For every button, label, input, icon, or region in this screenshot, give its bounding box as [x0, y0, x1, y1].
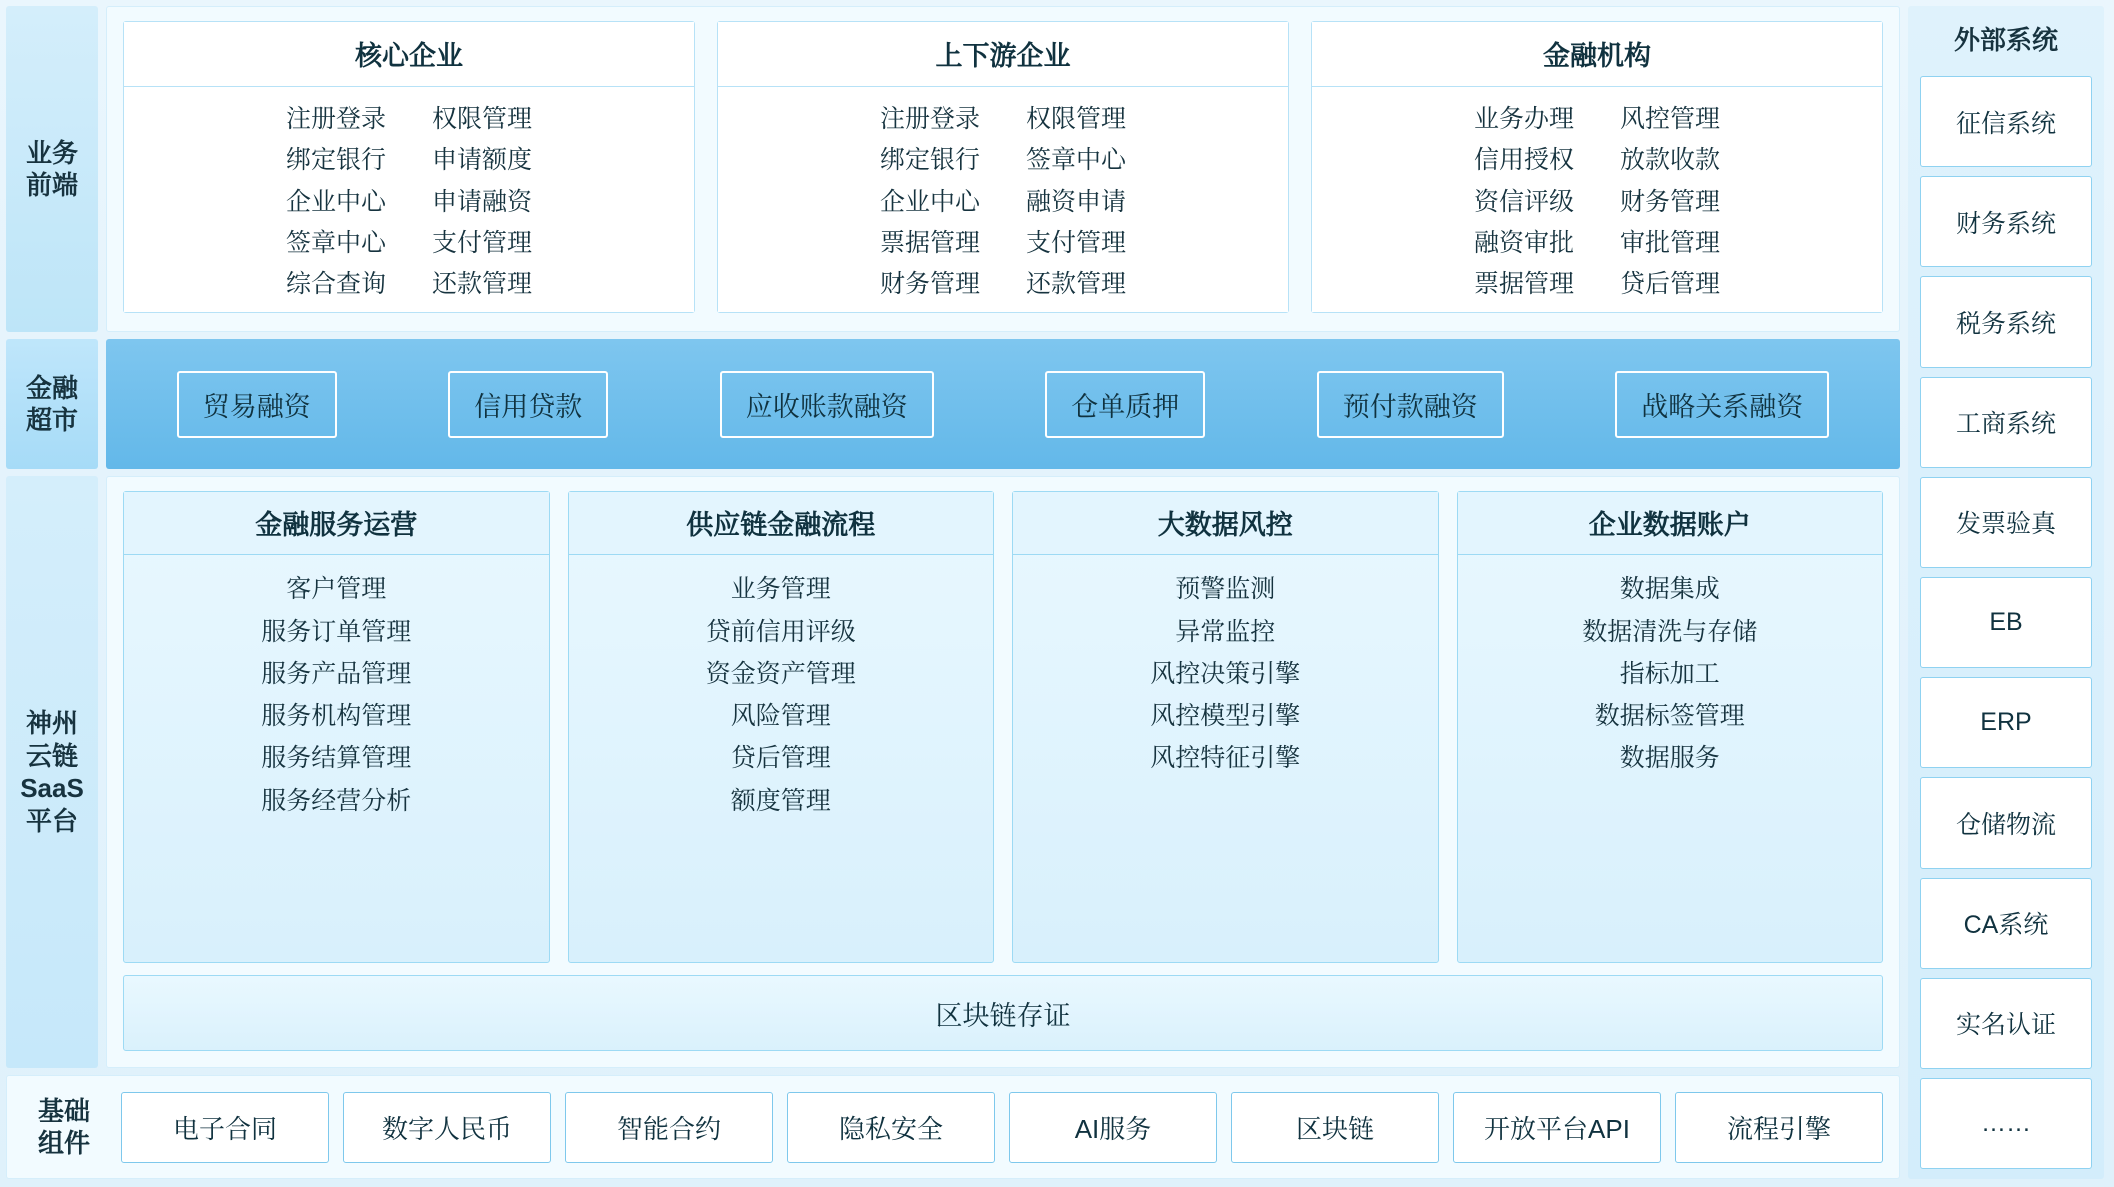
- front-card-columns: [718, 87, 1288, 312]
- band-business-frontend: [6, 6, 1900, 332]
- front-item[interactable]: 风控管理: [1620, 105, 1721, 133]
- front-item[interactable]: 财务管理: [1620, 187, 1721, 216]
- base-chip-electronic-contract[interactable]: 电子合同: [121, 1092, 329, 1163]
- front-card-upstream-downstream[interactable]: [717, 21, 1289, 313]
- saas-item[interactable]: 服务经营分析: [261, 786, 412, 815]
- saas-card-financial-service-operation[interactable]: [123, 491, 550, 963]
- front-item[interactable]: 票据管理: [879, 228, 980, 257]
- front-card-title: 核心企业: [124, 22, 694, 87]
- front-item[interactable]: 资信评级: [1473, 187, 1574, 216]
- band-label-line-1: 神州: [25, 708, 78, 739]
- saas-item[interactable]: 业务管理: [730, 575, 831, 604]
- external-chip-credit-reporting[interactable]: 征信系统: [1920, 76, 2092, 167]
- front-card-column-right: [432, 101, 532, 302]
- market-chip-prepayment-finance[interactable]: 预付款融资: [1317, 371, 1504, 438]
- external-systems-panel: [1908, 6, 2104, 1179]
- band-label-line-2: 云链: [25, 740, 78, 771]
- saas-item[interactable]: 风控决策引擎: [1150, 659, 1301, 688]
- base-chip-blockchain[interactable]: 区块链: [1231, 1092, 1439, 1163]
- front-card-column-right: [1026, 101, 1126, 302]
- saas-item[interactable]: 资金资产管理: [705, 659, 856, 688]
- saas-item[interactable]: 风险管理: [730, 702, 831, 730]
- saas-item[interactable]: 贷前信用评级: [705, 617, 856, 646]
- band-label-line-3: SaaS: [20, 773, 84, 804]
- saas-item[interactable]: 数据服务: [1619, 744, 1720, 773]
- band-base-components: [6, 1075, 1900, 1179]
- band-label-finance-supermarket: [6, 339, 98, 469]
- market-chip-receivables-finance[interactable]: 应收账款融资: [720, 371, 934, 438]
- external-chip-business-registration-system[interactable]: 工商系统: [1920, 377, 2092, 468]
- base-chip-privacy-security[interactable]: 隐私安全: [787, 1092, 995, 1163]
- front-card-column-left: [880, 101, 980, 302]
- front-card-title: 金融机构: [1312, 22, 1882, 87]
- saas-item[interactable]: 服务结算管理: [261, 744, 412, 773]
- front-item[interactable]: 融资申请: [1026, 187, 1127, 216]
- saas-item[interactable]: 数据集成: [1619, 575, 1720, 604]
- saas-item[interactable]: 数据标签管理: [1594, 702, 1745, 730]
- market-chip-warehouse-receipt-pledge[interactable]: 仓单质押: [1045, 371, 1205, 438]
- saas-item[interactable]: 额度管理: [730, 786, 831, 815]
- blockchain-evidence-bar[interactable]: 区块链存证: [123, 975, 1883, 1051]
- band-finance-supermarket: [6, 339, 1900, 469]
- market-chip-trade-finance[interactable]: 贸易融资: [177, 371, 337, 438]
- saas-card-title: 大数据风控: [1013, 492, 1438, 555]
- front-item[interactable]: 综合查询: [285, 270, 386, 298]
- front-item[interactable]: 贷后管理: [1620, 270, 1721, 298]
- front-item[interactable]: 票据管理: [1473, 270, 1574, 298]
- front-item[interactable]: 支付管理: [432, 228, 533, 257]
- saas-item[interactable]: 预警监测: [1175, 575, 1276, 604]
- front-card-financial-institution[interactable]: [1311, 21, 1883, 313]
- front-card-core-enterprise[interactable]: [123, 21, 695, 313]
- saas-item[interactable]: 风控特征引擎: [1150, 744, 1301, 773]
- band-label-line-2: 组件: [37, 1128, 90, 1158]
- external-chip-ca-system[interactable]: CA系统: [1920, 878, 2092, 969]
- front-item[interactable]: 企业中心: [879, 187, 980, 216]
- front-item[interactable]: 注册登录: [879, 105, 980, 133]
- saas-card-supply-chain-finance-process[interactable]: [568, 491, 995, 963]
- front-item[interactable]: 财务管理: [879, 270, 980, 298]
- base-chip-open-platform-api[interactable]: 开放平台API: [1453, 1092, 1661, 1163]
- finance-supermarket-panel: [106, 339, 1900, 469]
- external-chip-erp[interactable]: ERP: [1920, 677, 2092, 768]
- front-item[interactable]: 权限管理: [432, 105, 533, 133]
- main-column: [6, 6, 1900, 1179]
- band-label-line-2: 超市: [25, 405, 78, 436]
- market-chip-credit-loan[interactable]: 信用贷款: [448, 371, 608, 438]
- saas-platform-panel: [106, 476, 1900, 1068]
- saas-card-enterprise-data-account[interactable]: [1457, 491, 1884, 963]
- external-chip-tax-system[interactable]: 税务系统: [1920, 276, 2092, 367]
- front-card-column-left: [1474, 101, 1574, 302]
- base-chip-ai-service[interactable]: AI服务: [1009, 1092, 1217, 1163]
- front-item[interactable]: 注册登录: [285, 105, 386, 133]
- front-card-columns: [124, 87, 694, 312]
- external-chip-warehouse-logistics[interactable]: 仓储物流: [1920, 777, 2092, 868]
- saas-card-title: 供应链金融流程: [569, 492, 994, 555]
- front-item[interactable]: 还款管理: [432, 270, 533, 298]
- base-chip-smart-contract[interactable]: 智能合约: [565, 1092, 773, 1163]
- front-item[interactable]: 融资审批: [1473, 228, 1574, 257]
- saas-card-items: [124, 555, 549, 962]
- saas-item[interactable]: 服务机构管理: [261, 702, 412, 730]
- front-card-column-left: [286, 101, 386, 302]
- external-chip-eb[interactable]: EB: [1920, 577, 2092, 668]
- saas-item[interactable]: 数据清洗与存储: [1582, 617, 1758, 646]
- saas-card-items: [569, 555, 994, 962]
- front-item[interactable]: 申请融资: [432, 187, 533, 216]
- band-label-line-2: 前端: [25, 170, 78, 201]
- band-label-line-1: 金融: [25, 372, 78, 403]
- front-item[interactable]: 还款管理: [1026, 270, 1127, 298]
- external-chip-more[interactable]: ……: [1920, 1078, 2092, 1169]
- saas-card-items: [1458, 555, 1883, 962]
- saas-card-title: 金融服务运营: [124, 492, 549, 555]
- band-label-line-1: 业务: [25, 137, 78, 168]
- external-chip-finance-system[interactable]: 财务系统: [1920, 176, 2092, 267]
- saas-card-items: [1013, 555, 1438, 962]
- front-card-title: 上下游企业: [718, 22, 1288, 87]
- front-item[interactable]: 放款收款: [1620, 146, 1721, 175]
- band-label-line-1: 基础: [37, 1095, 90, 1126]
- saas-item[interactable]: 客户管理: [286, 575, 387, 604]
- saas-card-title: 企业数据账户: [1458, 492, 1883, 555]
- saas-item[interactable]: 指标加工: [1619, 659, 1720, 688]
- base-component-chips: [121, 1090, 1883, 1164]
- business-frontend-panel: [106, 6, 1900, 332]
- band-label-line-4: 平台: [25, 805, 78, 836]
- front-item[interactable]: 签章中心: [1026, 146, 1127, 175]
- front-item[interactable]: 审批管理: [1620, 228, 1721, 257]
- band-label-base-components: [23, 1090, 105, 1164]
- external-chip-real-name-authentication[interactable]: 实名认证: [1920, 978, 2092, 1069]
- front-item[interactable]: 绑定银行: [285, 146, 386, 175]
- front-item[interactable]: 绑定银行: [879, 146, 980, 175]
- saas-item[interactable]: 服务产品管理: [261, 659, 412, 688]
- market-chip-strategic-relation-finance[interactable]: 战略关系融资: [1615, 371, 1829, 438]
- saas-card-big-data-risk-control[interactable]: [1012, 491, 1439, 963]
- front-item[interactable]: 企业中心: [285, 187, 386, 216]
- band-saas-platform: [6, 476, 1900, 1068]
- front-item[interactable]: 签章中心: [285, 228, 386, 257]
- band-label-business-frontend: [6, 6, 98, 332]
- external-systems-title: 外部系统: [1953, 25, 2058, 55]
- front-card-column-right: [1620, 101, 1720, 302]
- saas-item[interactable]: 风控模型引擎: [1150, 702, 1301, 730]
- external-chip-invoice-verification[interactable]: 发票验真: [1920, 477, 2092, 568]
- band-label-saas-platform: [6, 476, 98, 1068]
- saas-item[interactable]: 服务订单管理: [261, 617, 412, 646]
- saas-card-row: [123, 491, 1883, 963]
- saas-item[interactable]: 贷后管理: [730, 744, 831, 773]
- base-chip-digital-rmb[interactable]: 数字人民币: [343, 1092, 551, 1163]
- front-item[interactable]: 权限管理: [1026, 105, 1127, 133]
- front-item[interactable]: 申请额度: [432, 146, 533, 175]
- saas-item[interactable]: 异常监控: [1175, 617, 1276, 646]
- front-item[interactable]: 业务办理: [1473, 105, 1574, 133]
- front-item[interactable]: 信用授权: [1473, 146, 1574, 175]
- front-card-columns: [1312, 87, 1882, 312]
- base-chip-process-engine[interactable]: 流程引擎: [1675, 1092, 1883, 1163]
- front-item[interactable]: 支付管理: [1026, 228, 1127, 257]
